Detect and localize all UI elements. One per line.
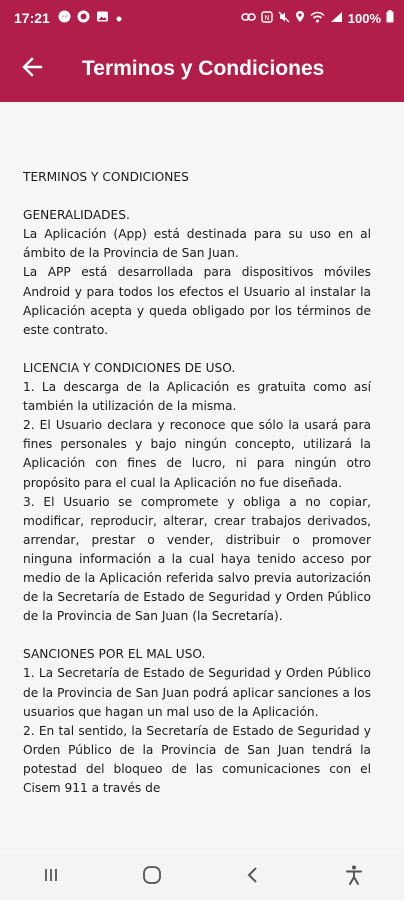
dot-icon: [115, 10, 123, 26]
status-right: [241, 10, 394, 26]
arrow-left-icon: [21, 56, 43, 83]
terms-scroll-area[interactable]: [0, 102, 404, 854]
section-heading: GENERALIDADES.: [23, 208, 130, 223]
accessibility-button[interactable]: [329, 857, 379, 897]
back-button[interactable]: [0, 36, 64, 102]
nfc-icon: [261, 11, 273, 26]
status-time: 17:21: [14, 10, 50, 26]
home-icon: [141, 864, 163, 891]
recent-apps-icon: [41, 866, 61, 889]
system-nav-bar: [0, 854, 404, 900]
spacer: [23, 187, 371, 206]
section-heading: SANCIONES POR EL MAL USO.: [23, 647, 206, 662]
home-button[interactable]: [127, 857, 177, 897]
battery-icon: [386, 10, 394, 26]
svg-text:N: N: [264, 13, 270, 22]
gallery-icon: [96, 10, 109, 26]
status-left: [14, 10, 123, 26]
wifi-icon: [310, 11, 325, 26]
accessibility-icon: [344, 864, 364, 891]
messenger-icon: [58, 10, 71, 26]
document-title: TERMINOS Y CONDICIONES: [23, 170, 189, 184]
spacer: [23, 626, 371, 645]
page-title: Terminos y Condiciones: [82, 57, 325, 80]
link-icon: [241, 11, 256, 26]
paragraph: 3. El Usuario se compromete y obliga a no copiar, modificar, reproducir, alterar, crear trabajos derivados, arrendar, prestar o vender, distribuir o promover ninguna información a la cual haya tenido acceso por medio de la Aplicación referida salvo previa autorización de la Secretaría de Estado de Seguridad y Orden Público de la Provincia de San Juan (la Secretaría).: [23, 494, 371, 624]
section-heading: LICENCIA Y CONDICIONES DE USO.: [23, 360, 236, 375]
signal-icon: [330, 11, 343, 26]
paragraph: La APP está desarrollada para dispositivos móviles Android y para todos los efectos el Usuario al instalar la Aplicación acepta y queda obligado por los términos de este contrato.: [23, 265, 371, 337]
back-icon: [246, 865, 260, 890]
battery-percentage: 100%: [347, 10, 381, 26]
location-icon: [295, 10, 305, 26]
paragraph: La Aplicación (App) está destinada para su uso en al ámbito de la Provincia de San Juan.: [23, 227, 371, 261]
spacer: [23, 340, 371, 359]
app-bar: [0, 36, 404, 102]
recent-apps-button[interactable]: [26, 857, 76, 897]
status-bar: [0, 0, 404, 36]
system-back-button[interactable]: [228, 857, 278, 897]
paragraph: 2. En tal sentido, la Secretaría de Estado de Seguridad y Orden Público de la Provincia de San Juan tendrá la potestad del bloqueo de las comunicaciones con el Cisem 911 a través de: [23, 723, 371, 795]
mute-icon: [278, 11, 290, 26]
paragraph: 2. El Usuario declara y reconoce que sólo la usará para fines personales y bajo ningún concepto, utilizará la Aplicación con fines de lucro, ni para ningún otro propósito para el cual la Aplicación no fue diseñada.: [23, 418, 371, 490]
paragraph: 1. La descarga de la Aplicación es gratuita como así también la utilización de la misma.: [23, 380, 371, 414]
paragraph: 1. La Secretaría de Estado de Seguridad y Orden Público de la Provincia de San Juan podrá aplicar sanciones a los usuarios que hagan un mal uso de la Aplicación.: [23, 666, 371, 719]
terms-document: [23, 168, 371, 798]
whatsapp-icon: [77, 10, 90, 26]
